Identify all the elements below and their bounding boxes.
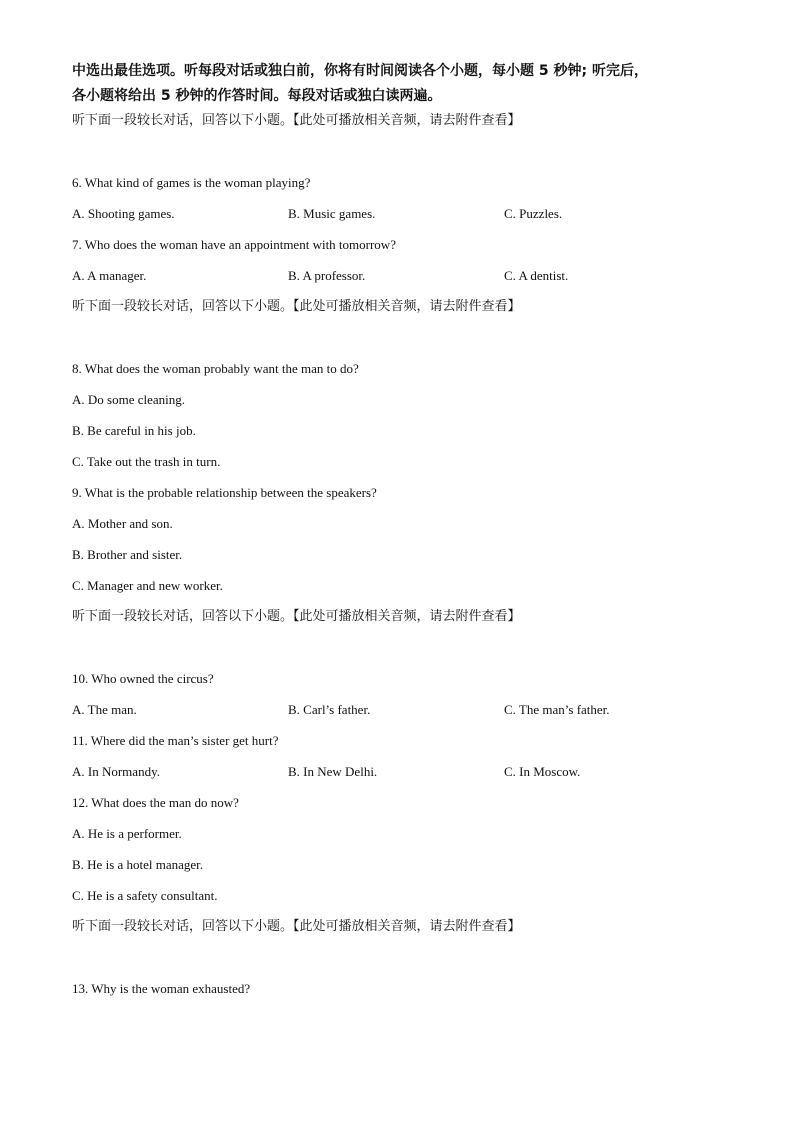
option-b[interactable]: B. Brother and sister.: [72, 547, 183, 562]
option-c[interactable]: C. He is a safety consultant.: [72, 888, 218, 903]
option-a[interactable]: A. In Normandy.: [72, 764, 160, 779]
option-a[interactable]: A. Do some cleaning.: [72, 392, 186, 407]
question-13: 13. Why is the woman exhausted?: [72, 981, 251, 996]
question-10: 10. Who owned the circus?: [72, 671, 214, 686]
option-c[interactable]: C. Take out the trash in turn.: [72, 454, 221, 469]
option-c[interactable]: C. Manager and new worker.: [72, 578, 223, 593]
option-a[interactable]: A. He is a performer.: [72, 826, 182, 841]
instructions-line-2: 各小题将给出 5 秒钟的作答时间。每段对话或独白读两遍。: [72, 88, 442, 104]
question-6: 6. What kind of games is the woman playing?: [72, 175, 311, 190]
option-c[interactable]: C. In Moscow.: [504, 764, 581, 779]
question-9: 9. What is the probable relationship between the speakers?: [72, 485, 377, 500]
question-11-options: [72, 763, 722, 781]
exam-page: [72, 60, 722, 1011]
question-10-options: [72, 701, 722, 719]
question-6-options: [72, 205, 722, 223]
option-b[interactable]: B. He is a hotel manager.: [72, 857, 204, 872]
option-a[interactable]: A. The man.: [72, 702, 137, 717]
audio-note: 听下面一段较长对话，回答以下小题。【此处可播放相关音频，请去附件查看】: [72, 609, 521, 624]
question-8: 8. What does the woman probably want the man to do?: [72, 361, 359, 376]
audio-note: 听下面一段较长对话，回答以下小题。【此处可播放相关音频，请去附件查看】: [72, 113, 521, 128]
option-c[interactable]: C. The man’s father.: [504, 702, 610, 717]
question-11: 11. Where did the man’s sister get hurt?: [72, 733, 279, 748]
instructions-line-1: 中选出最佳选项。听每段对话或独白前，你将有时间阅读各个小题，每小题 5 秒钟; 听完后，: [72, 63, 648, 79]
option-b[interactable]: B. Be careful in his job.: [72, 423, 196, 438]
audio-note: 听下面一段较长对话，回答以下小题。【此处可播放相关音频，请去附件查看】: [72, 299, 521, 314]
audio-note: 听下面一段较长对话，回答以下小题。【此处可播放相关音频，请去附件查看】: [72, 919, 521, 934]
question-7: 7. Who does the woman have an appointment with tomorrow?: [72, 237, 396, 252]
option-a[interactable]: A. Shooting games.: [72, 206, 175, 221]
option-b[interactable]: B. A professor.: [288, 268, 366, 283]
option-c[interactable]: C. Puzzles.: [504, 206, 563, 221]
option-a[interactable]: A. A manager.: [72, 268, 147, 283]
option-b[interactable]: B. Music games.: [288, 206, 376, 221]
option-c[interactable]: C. A dentist.: [504, 268, 569, 283]
option-b[interactable]: B. In New Delhi.: [288, 764, 378, 779]
question-12: 12. What does the man do now?: [72, 795, 239, 810]
option-b[interactable]: B. Carl’s father.: [288, 702, 371, 717]
option-a[interactable]: A. Mother and son.: [72, 516, 173, 531]
question-7-options: [72, 267, 722, 285]
